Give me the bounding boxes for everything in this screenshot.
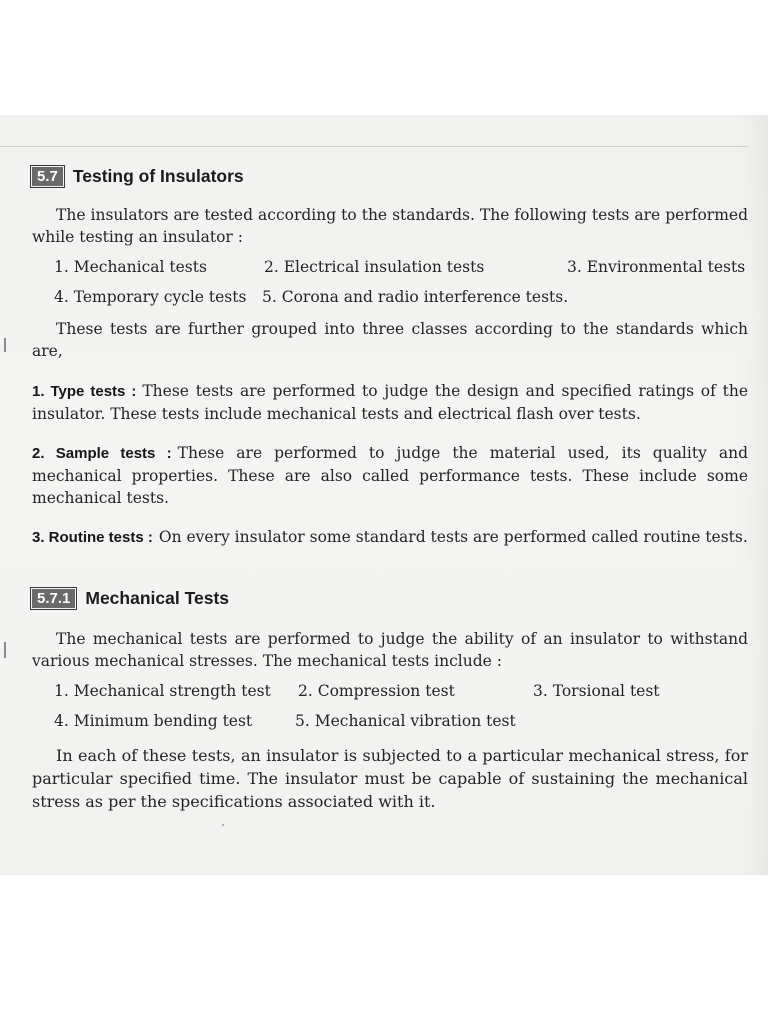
mechanical-list-row-1 [0,682,768,704]
routine-tests-label: 3. Routine tests : [32,529,153,546]
type-tests-text: These tests are performed to judge the design and specified ratings of the insulator. These tests include mechanical tests and electrical flash over tests. [32,382,748,423]
type-tests-label: 1. Type tests : [32,383,137,400]
list-item: 5. Corona and radio interference tests. [262,288,569,306]
scan-speck [222,824,224,826]
closing-paragraph: In each of these tests, an insulator is subjected to a particular mechanical stress, for particular specified time. The insulator must be capable of sustaining the mechanical stress as per the specifications associated with it. [32,746,748,811]
section-heading-5-7-1 [32,588,229,609]
list-item: 5. Mechanical vibration test [295,712,516,730]
list-item: 2. Electrical insulation tests [264,258,485,276]
list-item: 4. Temporary cycle tests [54,288,247,306]
classes-intro-paragraph: These tests are further grouped into three classes according to the standards which are, [32,320,748,360]
routine-tests-paragraph [32,526,748,549]
list-item: 4. Minimum bending test [54,712,253,730]
list-item: 2. Compression test [298,682,455,700]
section-heading-5-7 [32,166,244,187]
type-tests-paragraph [32,380,748,425]
margin-mark [4,338,6,352]
list-item: 1. Mechanical strength test [54,682,271,700]
mechanical-list-row-2 [0,712,768,734]
section-title: Testing of Insulators [72,166,244,186]
mechanical-intro-paragraph: The mechanical tests are performed to judge the ability of an insulator to withstand various mechanical stresses. The mechanical tests include : [32,630,748,670]
margin-mark [4,642,6,658]
top-rule-divider [0,146,748,147]
list-item: 1. Mechanical tests [54,258,207,276]
sample-tests-text: These are performed to judge the material used, its quality and mechanical properties. These are also called performance tests. These include some mechanical tests. [32,444,748,507]
sample-tests-label: 2. Sample tests : [32,445,172,462]
tests-list-row-2 [0,288,768,310]
section-number-badge: 5.7 [32,167,63,186]
sample-tests-paragraph [32,442,748,509]
section-number-badge: 5.7.1 [32,589,75,608]
routine-tests-text: On every insulator some standard tests are performed called routine tests. [158,528,748,546]
list-item: 3. Environmental tests [567,258,746,276]
section-title: Mechanical Tests [85,588,229,608]
tests-list-row-1 [0,258,768,280]
intro-paragraph: The insulators are tested according to the standards. The following tests are performed while testing an insulator : [32,206,748,246]
list-item: 3. Torsional test [533,682,660,700]
